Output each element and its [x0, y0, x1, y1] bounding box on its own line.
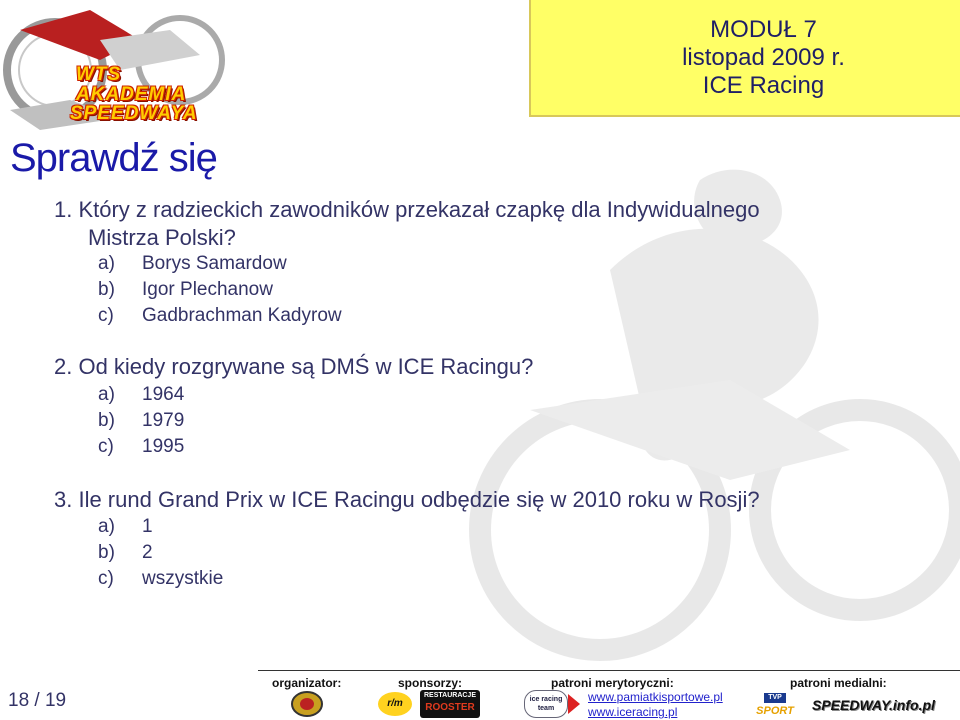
question-2-option-a: a) 1964 — [98, 384, 185, 405]
page-title: Sprawdź się — [10, 136, 217, 180]
module-info-box — [529, 0, 960, 117]
question-3-line-1: 3. Ile rund Grand Prix w ICE Racingu odbędzie się w 2010 roku w Rosji? — [54, 487, 760, 512]
ice-racing-team-logo: ice racing team — [524, 690, 568, 718]
ice-racing-team-mark-icon — [568, 694, 580, 714]
question-3-option-a: a) 1 — [98, 516, 153, 537]
question-2-option-b: b) 1979 — [98, 410, 185, 431]
media-patrons-label: patroni medialni: — [790, 676, 887, 690]
motorcycle-logo-icon — [0, 0, 260, 150]
question-2-option-c: c) 1995 — [98, 436, 185, 457]
question-3-option-b: b) 2 — [98, 542, 153, 563]
sponsor-rooster-logo: RESTAURACJE ROOSTER — [420, 690, 480, 718]
module-number: MODUŁ 7 — [710, 16, 817, 43]
speedway-rider-watermark — [430, 150, 960, 670]
wts-akademia-speedwaya-logo — [0, 0, 260, 150]
pamiatkisportowe-link[interactable]: www.pamiatkisportowe.pl — [588, 690, 723, 704]
question-1-option-c: c) Gadbrachman Kadyrow — [98, 305, 342, 326]
logo-line-3: SPEEDWAYA — [70, 103, 198, 124]
tvp-logo: TVP — [764, 693, 786, 703]
question-1-option-a: a) Borys Samardow — [98, 253, 287, 274]
tvp-sport-logo: SPORT — [756, 705, 794, 717]
question-3-option-c: c) wszystkie — [98, 568, 224, 589]
sponsor-rm-logo: r/m — [378, 692, 412, 716]
organizer-label: organizator: — [272, 676, 342, 690]
question-1-line-2: Mistrza Polski? — [88, 225, 236, 250]
sponsors-label: sponsorzy: — [398, 676, 463, 690]
question-1-line-1: 1. Który z radzieckich zawodników przekazał czapkę dla Indywidualnego — [54, 197, 760, 222]
iceracing-link[interactable]: www.iceracing.pl — [588, 705, 678, 719]
module-topic: ICE Racing — [702, 72, 825, 99]
logo-line-2: AKADEMIA — [76, 84, 187, 105]
logo-line-1: WTS — [76, 64, 122, 85]
question-2-line-1: 2. Od kiedy rozgrywane są DMŚ w ICE Racingu? — [54, 354, 534, 379]
speedway-info-logo: SPEEDWAY.info.pl — [812, 697, 935, 713]
question-1-option-b: b) Igor Plechanow — [98, 279, 273, 300]
module-date: listopad 2009 r. — [682, 44, 845, 71]
page-number: 18 / 19 — [8, 690, 67, 711]
organizer-logo-icon — [290, 690, 324, 718]
footer-divider — [258, 670, 960, 671]
content-patrons-label: patroni merytoryczni: — [551, 676, 674, 690]
